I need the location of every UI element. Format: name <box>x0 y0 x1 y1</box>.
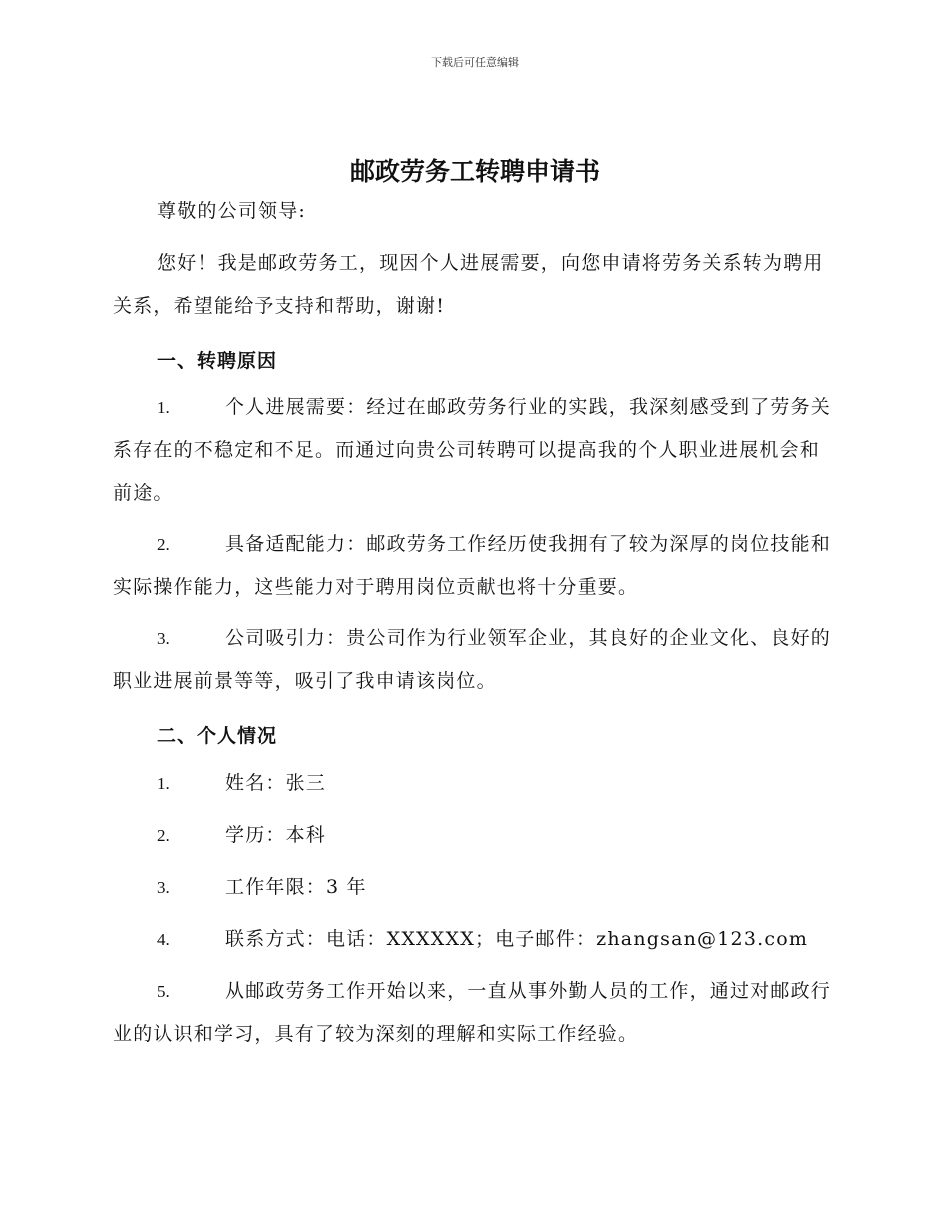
item-number: 3. <box>157 629 170 648</box>
list-item <box>113 970 833 1056</box>
section2-heading: 二、个人情况 <box>157 725 278 747</box>
item-number: 4. <box>157 930 170 949</box>
item-text: 公司吸引力：贵公司作为行业领军企业，其良好的企业文化、良好的职业进展前景等等，吸引了我申请该岗位。 <box>113 627 832 692</box>
item-text: 工作年限：3 年 <box>225 876 367 898</box>
item-text: 姓名：张三 <box>225 772 327 794</box>
item-text: 从邮政劳务工作开始以来，一直从事外勤人员的工作，通过对邮政行业的认识和学习，具有了较为深刻的理解和实际工作经验。 <box>113 980 832 1045</box>
document-title: 邮政劳务工转聘申请书 <box>349 157 600 186</box>
item-number: 1. <box>157 774 170 793</box>
list-item <box>113 762 833 805</box>
list-item <box>113 617 833 703</box>
intro-paragraph: 您好！我是邮政劳务工，现因个人进展需要，向您申请将劳务关系转为聘用关系，希望能给予支持和帮助，谢谢! <box>113 252 824 317</box>
item-number: 2. <box>157 826 170 845</box>
item-text: 具备适配能力：邮政劳务工作经历使我拥有了较为深厚的岗位技能和实际操作能力，这些能力对于聘用岗位贡献也将十分重要。 <box>113 533 832 598</box>
item-number: 2. <box>157 535 170 554</box>
item-text: 联系方式：电话：XXXXXX；电子邮件：zhangsan@123.com <box>225 928 809 950</box>
item-number: 1. <box>157 398 170 417</box>
list-item <box>113 814 833 857</box>
section1-heading: 一、转聘原因 <box>157 350 278 372</box>
list-item <box>113 523 833 609</box>
item-text: 学历：本科 <box>225 824 327 846</box>
header-note: 下载后可任意编辑 <box>431 56 519 69</box>
item-number: 3. <box>157 878 170 897</box>
salutation: 尊敬的公司领导: <box>157 200 307 222</box>
list-item <box>113 918 833 961</box>
list-item <box>113 866 833 909</box>
list-item <box>113 386 833 515</box>
item-number: 5. <box>157 982 170 1001</box>
item-text: 个人进展需要：经过在邮政劳务行业的实践，我深刻感受到了劳务关系存在的不稳定和不足。而通过向贵公司转聘可以提高我的个人职业进展机会和前途。 <box>113 396 832 504</box>
